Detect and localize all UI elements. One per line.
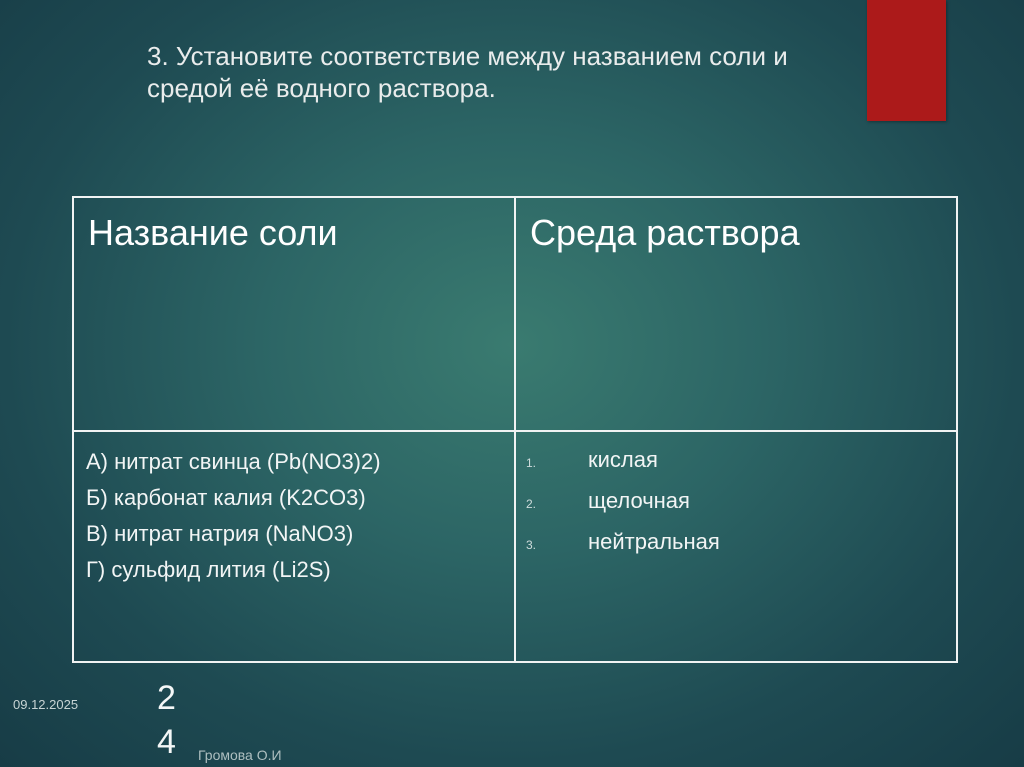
environment-item bbox=[526, 441, 956, 482]
red-accent-bar bbox=[867, 0, 946, 121]
environment-item bbox=[526, 523, 956, 564]
environment-list bbox=[516, 432, 956, 564]
salt-list bbox=[74, 432, 514, 588]
footer-date: 09.12.2025 bbox=[13, 697, 79, 712]
environment-item bbox=[526, 482, 956, 523]
footer-author: Громова О.И bbox=[198, 747, 282, 763]
page-number bbox=[157, 676, 187, 764]
salt-item: Г) сульфид лития (Li2S) bbox=[86, 557, 331, 582]
page-number-digit: 2 bbox=[157, 679, 176, 717]
environment-number: 3. bbox=[526, 538, 537, 552]
environment-number: 1. bbox=[526, 456, 537, 470]
environment-label: нейтральная bbox=[588, 529, 720, 554]
environment-number: 2. bbox=[526, 497, 537, 511]
matching-table bbox=[72, 196, 958, 663]
page-number-digit: 4 bbox=[157, 723, 176, 761]
table-header-row bbox=[73, 197, 957, 431]
slide-title: 3. Установите соответствие между названием соли и средой её водного раствора. bbox=[147, 41, 788, 103]
salt-item: Б) карбонат калия (K2CO3) bbox=[86, 485, 366, 510]
table-body-row bbox=[73, 431, 957, 662]
header-salt-name: Название соли bbox=[73, 197, 515, 431]
environments-cell bbox=[515, 431, 957, 662]
environment-label: щелочная bbox=[588, 488, 690, 513]
header-solution-environment: Среда раствора bbox=[515, 197, 957, 431]
salts-cell bbox=[73, 431, 515, 662]
salt-item: А) нитрат свинца (Pb(NO3)2) bbox=[86, 449, 381, 474]
environment-label: кислая bbox=[588, 447, 658, 472]
salt-item: В) нитрат натрия (NaNO3) bbox=[86, 521, 354, 546]
